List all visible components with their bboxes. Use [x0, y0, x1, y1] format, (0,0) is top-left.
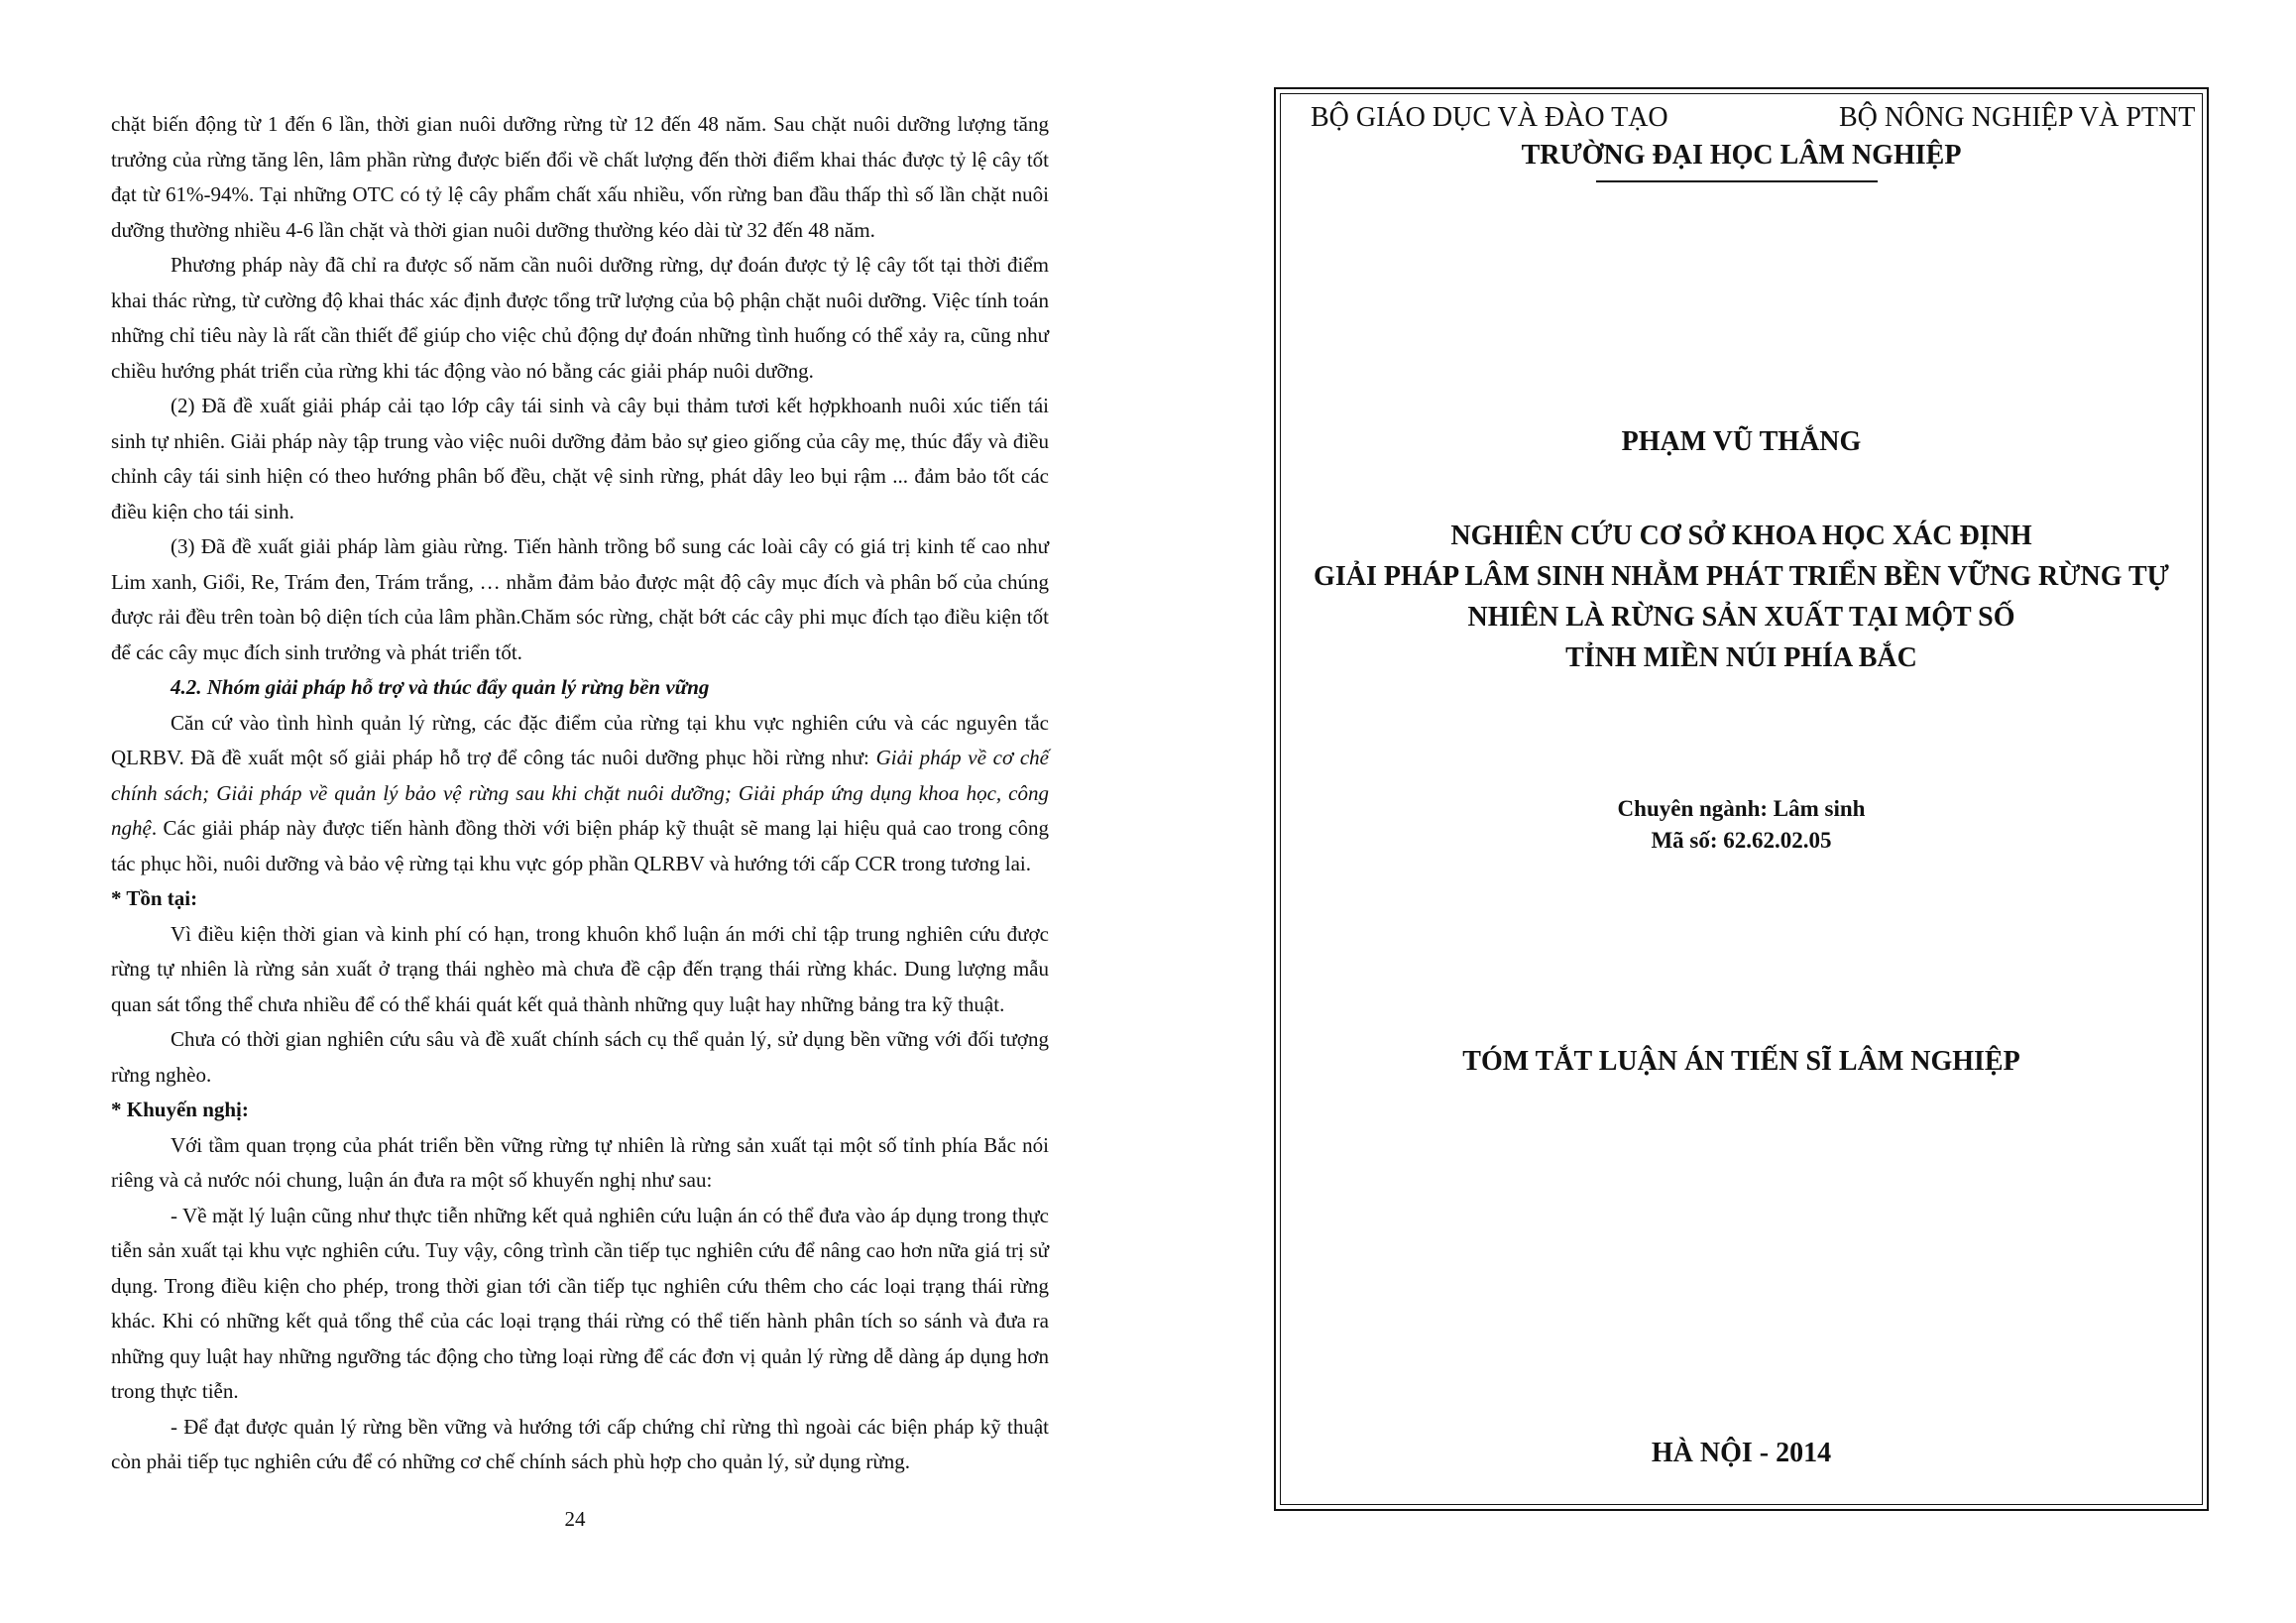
paragraph-5-part-c: . Các giải pháp này được tiến hành đồng thời với biện pháp kỹ thuật sẽ mang lại hiệu quả cao trong công tác phục hồi, nuôi dưỡng và bảo vệ rừng tại khu vực góp phần QLRBV và hướng tới cấp CCR trong tương lai. — [111, 816, 1049, 875]
paragraph-9: - Về mặt lý luận cũng như thực tiễn những kết quả nghiên cứu luận án có thể đưa vào áp dụng trong thực tiễn sản xuất tại khu vực nghiên cứu. Tuy vậy, công trình cần tiếp tục nghiên cứu để nâng cao hơn nữa giá trị sử dụng. Trong điều kiện cho phép, trong thời gian tới cần tiếp tục nghiên cứu thêm cho các loại trạng thái rừng khác. Khi có những kết quả tổng thể của các loại trạng thái rừng có thể tiến hành phân tích so sánh và đưa ra những quy luật hay những ngưỡng tác động cho từng loại rừng để các đơn vị quản lý rừng dễ dàng áp dụng hơn trong thực tiễn. — [111, 1203, 1049, 1403]
paragraph-2: Phương pháp này đã chỉ ra được số năm cần nuôi dưỡng rừng, dự đoán được tỷ lệ cây tốt tại thời điểm khai thác rừng, từ cường độ khai thác xác định được tổng trữ lượng của bộ phận chặt nuôi dưỡng. Việc tính toán những chỉ tiêu này là rất cần thiết để giúp cho việc chủ động dự đoán những tình huống có thể xảy ra, cũng như chiều hướng phát triển của rừng khi tác động vào nó bằng các giải pháp nuôi dưỡng. — [111, 253, 1049, 383]
paragraph-6: Vì điều kiện thời gian và kinh phí có hạn, trong khuôn khổ luận án mới chỉ tập trung nghiên cứu được rừng tự nhiên là rừng sản xuất ở trạng thái nghèo mà chưa đề cập đến trạng thái rừng khác. Dung lượng mẫu quan sát tổng thể chưa nhiều để có thể khái quát kết quả thành những quy luật hay những bảng tra kỹ thuật. — [111, 921, 1049, 1016]
author-name: PHẠM VŨ THẮNG — [1621, 426, 1862, 457]
left-page-body — [111, 107, 1049, 1480]
thesis-title-line: NHIÊN LÀ RỪNG SẢN XUẤT TẠI MỘT SỐ — [1467, 602, 2015, 633]
thesis-title-line: TỈNH MIỀN NÚI PHÍA BẮC — [1565, 642, 1917, 673]
paragraph-5-part-a: Căn cứ vào tình hình quản lý rừng, các đặc điểm của rừng tại khu vực nghiên cứu và các nguyên tắc QLRBV. Đã đề xuất một số giải pháp hỗ trợ để công tác nuôi dưỡng phục hồi rừng như: — [111, 710, 1049, 769]
university-underline — [1596, 180, 1878, 182]
heading-khuyen-nghi: * Khuyến nghị: — [111, 1098, 249, 1121]
paragraph-1: chặt biến động từ 1 đến 6 lần, thời gian nuôi dưỡng rừng từ 12 đến 48 năm. Sau chặt nuôi dưỡng lượng tăng trưởng của rừng tăng lên, lâm phần rừng được biến đổi về chất lượng đến thời điểm khai thác được tỷ lệ cây tốt đạt từ 61%-94%. Tại những OTC có tỷ lệ cây phẩm chất xấu nhiều, vốn rừng ban đầu thấp thì số lần chặt nuôi dưỡng thường nhiều 4-6 lần chặt và thời gian nuôi dưỡng thường kéo dài từ 32 đến 48 năm. — [111, 112, 1049, 242]
paragraph-7: Chưa có thời gian nghiên cứu sâu và đề xuất chính sách cụ thể quản lý, sử dụng bền vững với đối tượng rừng nghèo. — [111, 1027, 1049, 1087]
paragraph-5-italic: Giải pháp về cơ chế chính sách; Giải pháp về quản lý bảo vệ rừng sau khi chặt nuôi dưỡng; Giải pháp ứng dụng khoa học, công nghệ — [111, 746, 1049, 840]
thesis-title-line: GIẢI PHÁP LÂM SINH NHẰM PHÁT TRIỂN BỀN VỮNG RỪNG TỰ — [1314, 561, 2169, 592]
ministry-agriculture: BỘ NÔNG NGHIỆP VÀ PTNT — [1839, 102, 2196, 133]
paragraph-4: (3) Đã đề xuất giải pháp làm giàu rừng. Tiến hành trồng bổ sung các loài cây có giá trị kinh tế cao như Lim xanh, Giổi, Re, Trám đen, Trám trắng, … nhằm đảm bảo được mật độ cây mục đích và phân bố của chúng được rải đều trên toàn bộ diện tích của lâm phần.Chăm sóc rừng, chặt bớt các cây phi mục đích tạo điều kiện tốt để các cây mục đích sinh trưởng và phát triển tốt. — [111, 534, 1049, 664]
place-year: HÀ NỘI - 2014 — [1651, 1438, 1832, 1468]
ministry-education: BỘ GIÁO DỤC VÀ ĐÀO TẠO — [1311, 102, 1668, 133]
major-name: Chuyên ngành: Lâm sinh — [1617, 796, 1866, 821]
paragraph-10: - Để đạt được quản lý rừng bền vững và hướng tới cấp chứng chỉ rừng thì ngoài các biện pháp kỹ thuật còn phải tiếp tục nghiên cứu để có những cơ chế chính sách phù hợp cho quản lý, sử dụng rừng. — [111, 1414, 1049, 1473]
summary-label: TÓM TẮT LUẬN ÁN TIẾN SĨ LÂM NGHIỆP — [1462, 1046, 2020, 1077]
major-code: Mã số: 62.62.02.05 — [1651, 828, 1832, 853]
thesis-title-line: NGHIÊN CỨU CƠ SỞ KHOA HỌC XÁC ĐỊNH — [1450, 521, 2032, 551]
university-name: TRƯỜNG ĐẠI HỌC LÂM NGHIỆP — [1521, 140, 1962, 171]
major-block — [1280, 793, 2203, 857]
paragraph-8: Với tầm quan trọng của phát triển bền vững rừng tự nhiên là rừng sản xuất tại một số tỉnh phía Bắc nói riêng và cả nước nói chung, luận án đưa ra một số khuyến nghị như sau: — [111, 1132, 1049, 1192]
thesis-title — [1280, 516, 2203, 678]
section-heading-4-2: 4.2. Nhóm giải pháp hỗ trợ và thúc đẩy quản lý rừng bền vững — [171, 675, 710, 699]
paragraph-3: (2) Đã đề xuất giải pháp cải tạo lớp cây tái sinh và cây bụi thảm tươi kết hợpkhoanh nuôi xúc tiến tái sinh tự nhiên. Giải pháp này tập trung vào việc nuôi dưỡng đảm bảo sự gieo giống của cây mẹ, thúc đẩy và điều chỉnh cây tái sinh hiện có theo hướng phân bố đều, chặt vệ sinh rừng, phát dây leo bụi rậm ... đảm bảo tốt các điều kiện cho tái sinh. — [111, 394, 1049, 523]
heading-ton-tai: * Tồn tại: — [111, 886, 198, 910]
paragraph-5 — [111, 706, 1049, 882]
page-number: 24 — [564, 1507, 586, 1531]
